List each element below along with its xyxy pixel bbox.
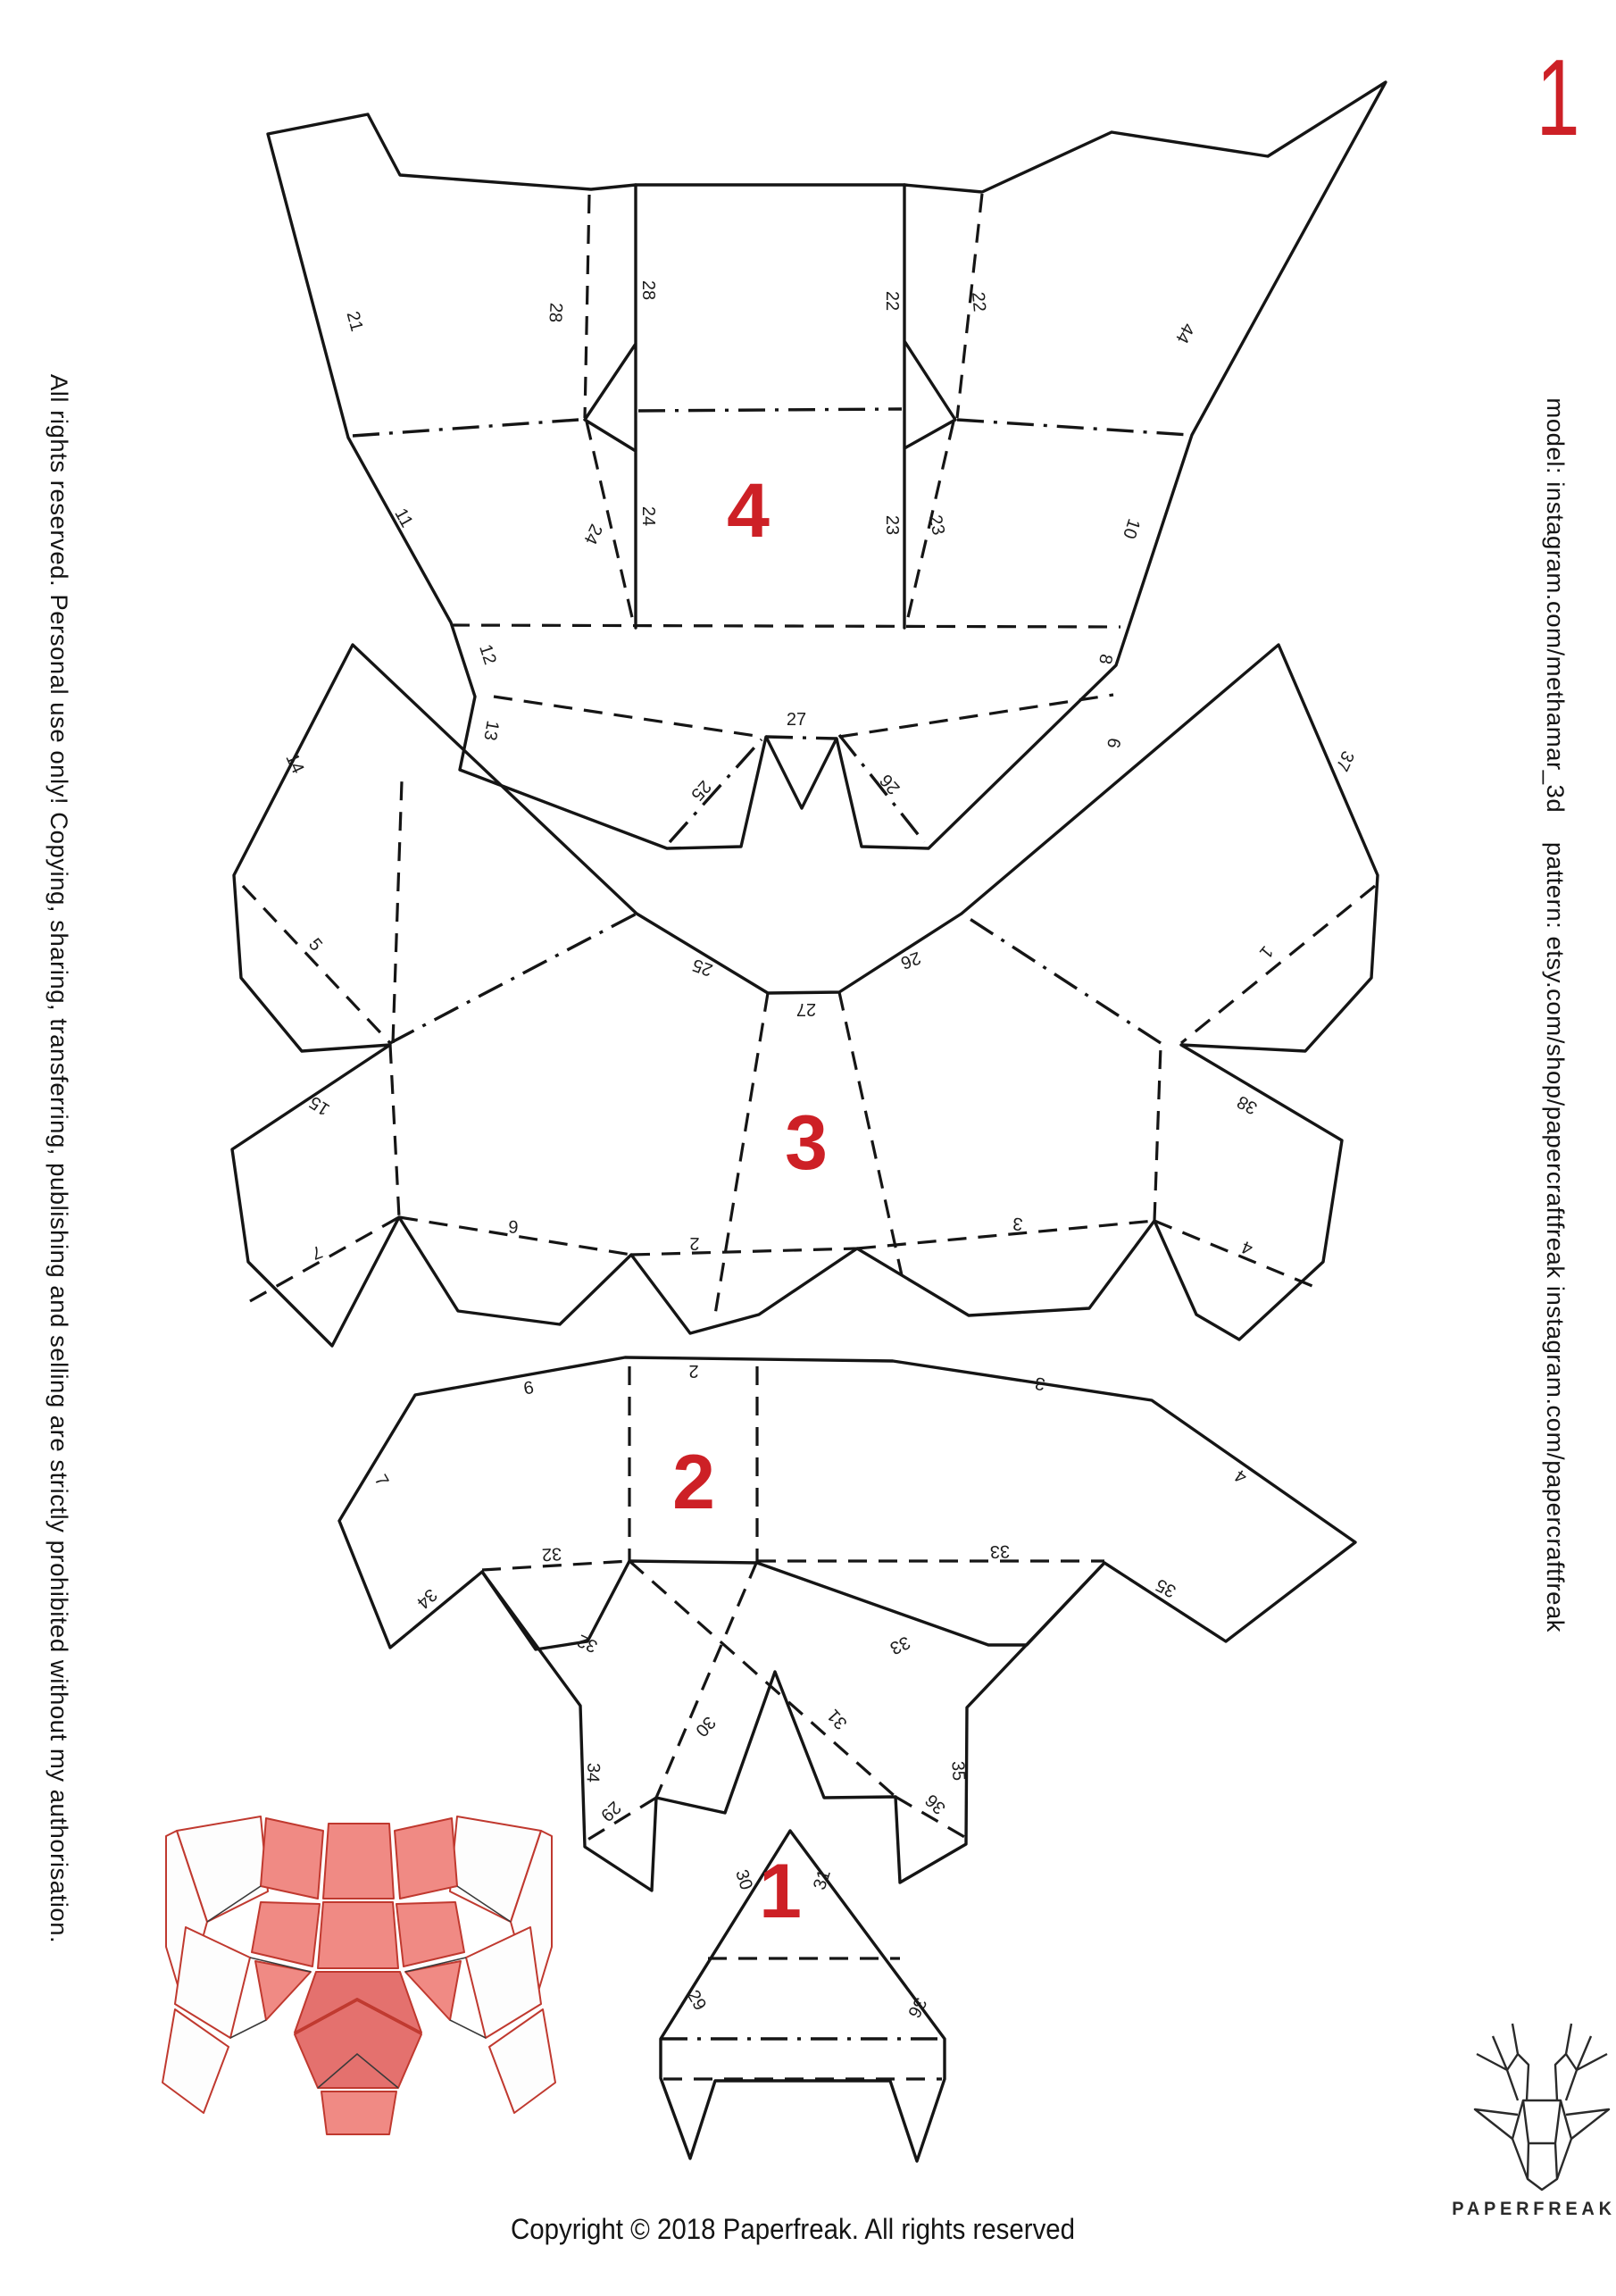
edge-number: 23	[924, 513, 949, 538]
edge-number: 2	[688, 1361, 699, 1381]
piece2-fold-dashed	[390, 1366, 1226, 1841]
pattern-piece-3	[232, 645, 1378, 1346]
edge-number: 33	[989, 1540, 1011, 1562]
edge-number: 28	[638, 280, 658, 301]
edge-number: 22	[882, 290, 902, 312]
piece3-fold-dashdot	[390, 914, 1161, 1043]
paperfreak-logo-text: PAPERFREAK	[1452, 2199, 1616, 2219]
edge-number: 29	[682, 1986, 711, 2015]
edge-number: 33	[887, 1632, 913, 1658]
edge-number: 30	[731, 1867, 756, 1892]
edge-number: 6	[1103, 736, 1124, 750]
page-number: 1	[1536, 37, 1580, 158]
edge-number: 28	[545, 302, 566, 323]
piece4-interior-cuts	[585, 185, 955, 628]
edge-number: 7	[309, 1240, 325, 1264]
pattern-piece-2	[339, 1357, 1355, 1891]
edge-number: 22	[968, 290, 989, 313]
edge-number: 3	[1033, 1373, 1047, 1394]
edge-number: 34	[582, 1762, 604, 1783]
edge-number: 2	[689, 1232, 700, 1254]
edge-number: 29	[596, 1797, 625, 1825]
assembled-model-preview	[162, 1816, 555, 2134]
edge-number: 25	[687, 776, 715, 805]
edge-number: 23	[882, 514, 902, 536]
edge-number: 7	[370, 1471, 393, 1490]
pattern-piece-4	[268, 82, 1386, 848]
edge-number: 26	[876, 770, 904, 798]
paperfreak-deer-logo-icon	[1475, 2024, 1609, 2190]
edge-number: 25	[689, 954, 716, 981]
edge-number: 30	[691, 1712, 720, 1741]
edge-number: 12	[475, 642, 500, 667]
edge-number: 1	[1254, 941, 1278, 963]
edge-number: 27	[786, 710, 807, 730]
edge-number: 37	[1331, 747, 1358, 774]
credits-vertical-text: model: instagram.com/methamar_3d pattern: etsy.com/shop/papercraftfreak instagram.com/papercraftfreak	[1542, 397, 1569, 1633]
edge-number: 4	[1231, 1465, 1251, 1488]
edge-number: 21	[342, 309, 367, 334]
edge-number: 31	[823, 1705, 852, 1733]
edge-number: 24	[579, 521, 606, 547]
edge-number: 26	[897, 947, 924, 973]
edge-number: 44	[1171, 320, 1198, 346]
edge-number: 34	[412, 1584, 441, 1613]
edge-number: 15	[305, 1091, 334, 1120]
edge-number: 31	[810, 1867, 835, 1892]
copyright-line: Copyright © 2018 Paperfreak. All rights reserved	[510, 2213, 1076, 2245]
edge-number: 8	[1095, 652, 1116, 666]
rights-notice-vertical-text: All rights reserved. Personal use only! Copying, sharing, transferring, publishing and selling are strictly prohibited without my authorisation.	[46, 373, 72, 1944]
piece-number: 1	[759, 1849, 802, 1934]
piece2-lower-cut	[482, 1563, 1104, 1891]
piece4-cut-outline	[268, 82, 1386, 848]
edge-number: 32	[574, 1630, 601, 1657]
edge-number: 36	[904, 1994, 930, 2021]
piece2-cut-outline	[339, 1357, 1355, 1649]
piece-number: 2	[672, 1440, 715, 1525]
edge-number: 5	[304, 934, 327, 956]
piece4-fold-dashed	[451, 194, 1120, 737]
edge-number: 9	[521, 1376, 536, 1398]
edge-number: 3	[1012, 1213, 1024, 1234]
edge-number: 35	[947, 1760, 969, 1782]
piece-number: 3	[785, 1100, 828, 1186]
edge-number: 32	[541, 1543, 562, 1565]
edge-number: 4	[1238, 1236, 1256, 1259]
edge-number: 27	[796, 999, 817, 1019]
edge-number: 13	[479, 719, 503, 742]
edge-number: 11	[390, 505, 417, 531]
edge-number: 38	[1234, 1091, 1261, 1118]
edge-number: 10	[1119, 516, 1144, 541]
piece-number: 4	[727, 468, 770, 554]
piece3-cut-outline	[232, 645, 1378, 1346]
edge-number: 24	[638, 505, 658, 527]
edge-number: 6	[507, 1215, 520, 1237]
edge-number: 36	[921, 1790, 950, 1818]
edge-number: 14	[281, 750, 308, 777]
edge-number: 35	[1153, 1574, 1179, 1601]
